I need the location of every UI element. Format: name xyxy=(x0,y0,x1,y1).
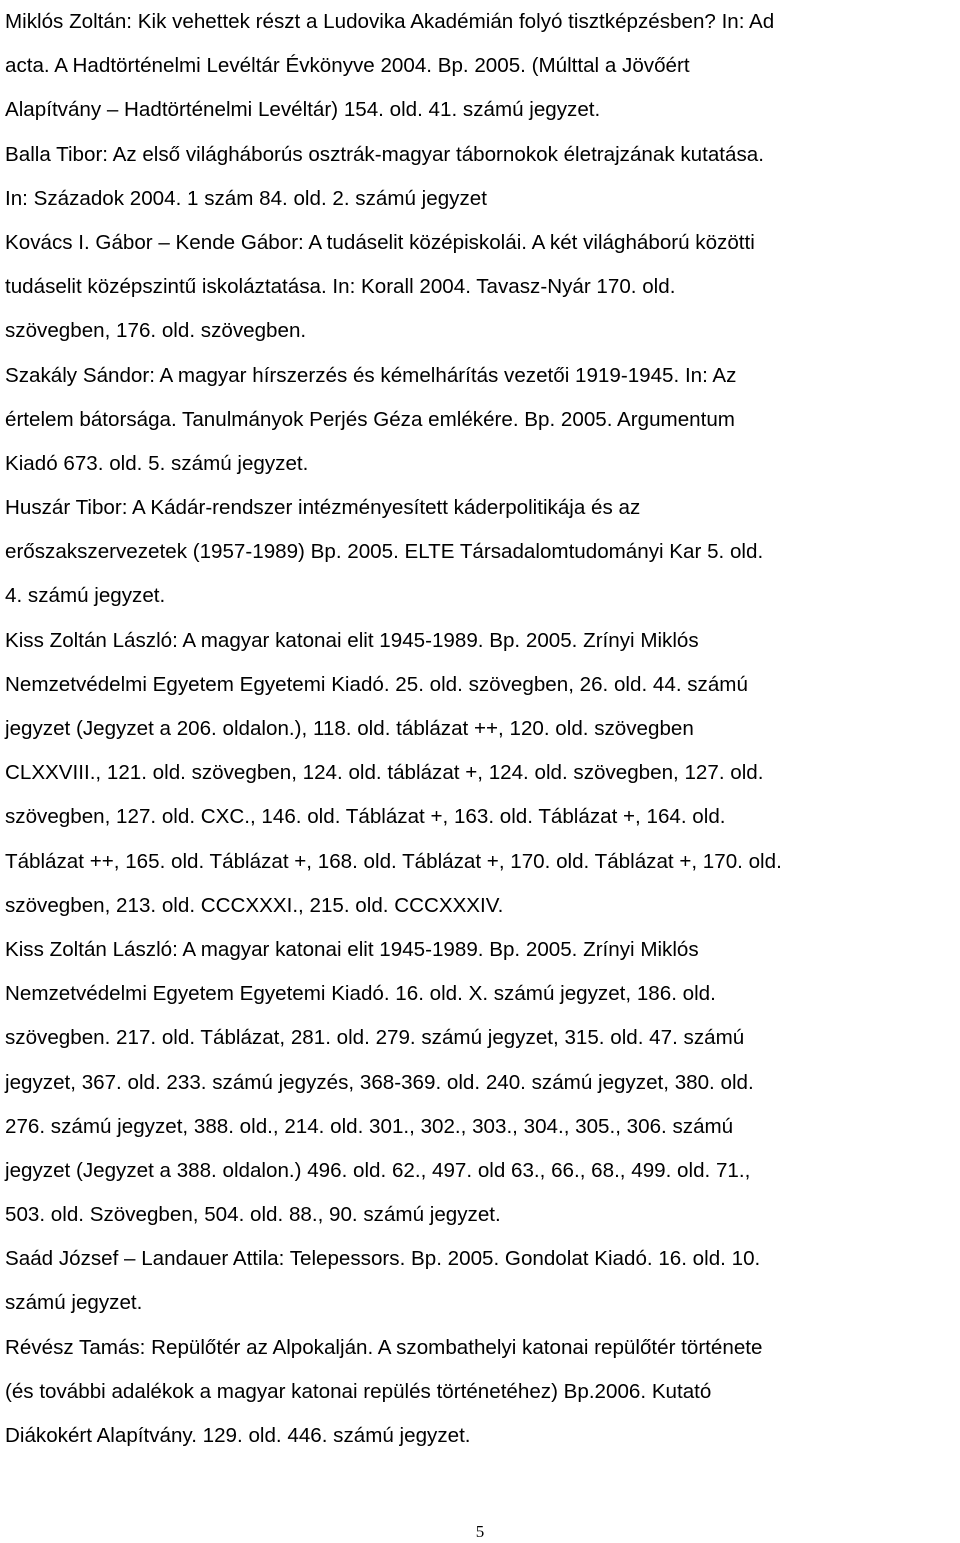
text-line: Saád József – Landauer Attila: Telepessors. Bp. 2005. Gondolat Kiadó. 16. old. 10. xyxy=(5,1247,761,1271)
text-line: Alapítvány – Hadtörténelmi Levéltár) 154. old. 41. számú jegyzet. xyxy=(5,98,601,122)
text-line: Diákokért Alapítvány. 129. old. 446. számú jegyzet. xyxy=(5,1424,471,1447)
text-line: In: Századok 2004. 1 szám 84. old. 2. számú jegyzet xyxy=(5,186,487,210)
bibliography-text xyxy=(5,0,957,1458)
text-line: Táblázat ++, 165. old. Táblázat +, 168. old. Táblázat +, 170. old. Táblázat +, 170. old. xyxy=(5,849,782,873)
text-line: Miklós Zoltán: Kik vehettek részt a Ludovika Akadémián folyó tisztképzésben? In: Ad xyxy=(5,10,775,33)
text-line: szövegben, 127. old. CXC., 146. old. Táblázat +, 163. old. Táblázat +, 164. old. xyxy=(5,805,726,829)
text-line: szövegben. 217. old. Táblázat, 281. old. 279. számú jegyzet, 315. old. 47. számú xyxy=(5,1026,745,1050)
text-line: Szakály Sándor: A magyar hírszerzés és kémelhárítás vezetői 1919-1945. In: Az xyxy=(5,363,737,387)
text-line: jegyzet, 367. old. 233. számú jegyzés, 368-369. old. 240. számú jegyzet, 380. old. xyxy=(5,1070,754,1094)
text-line: szövegben, 213. old. CCCXXXI., 215. old. CCCXXXIV. xyxy=(5,893,504,917)
text-line: Kiss Zoltán László: A magyar katonai elit 1945-1989. Bp. 2005. Zrínyi Miklós xyxy=(5,628,699,652)
text-line: 276. számú jegyzet, 388. old., 214. old. 301., 302., 303., 304., 305., 306. számú xyxy=(5,1114,734,1138)
text-line: CLXXVIII., 121. old. szövegben, 124. old. táblázat +, 124. old. szövegben, 127. old. xyxy=(5,761,764,785)
text-line: (és további adalékok a magyar katonai repülés történetéhez) Bp.2006. Kutató xyxy=(5,1379,712,1403)
text-line: acta. A Hadtörténelmi Levéltár Évkönyve 2004. Bp. 2005. (Múlttal a Jövőért xyxy=(5,54,690,78)
text-line: számú jegyzet. xyxy=(5,1291,143,1315)
text-line: 4. számú jegyzet. xyxy=(5,584,166,608)
text-line: Huszár Tibor: A Kádár-rendszer intézményesített káderpolitikája és az xyxy=(5,496,641,520)
text-line: Balla Tibor: Az első világháborús osztrák-magyar tábornokok életrajzának kutatása. xyxy=(5,142,764,166)
text-line: szövegben, 176. old. szövegben. xyxy=(5,319,307,343)
text-line: 503. old. Szövegben, 504. old. 88., 90. számú jegyzet. xyxy=(5,1203,501,1227)
text-line: Nemzetvédelmi Egyetem Egyetemi Kiadó. 25. old. szövegben, 26. old. 44. számú xyxy=(5,672,748,696)
text-line: Kovács I. Gábor – Kende Gábor: A tudáselit középiskolái. A két világháború közötti xyxy=(5,230,755,254)
text-line: értelem bátorsága. Tanulmányok Perjés Géza emlékére. Bp. 2005. Argumentum xyxy=(5,407,735,431)
text-line: Révész Tamás: Repülőtér az Alpokalján. A szombathelyi katonai repülőtér története xyxy=(5,1335,763,1359)
text-line: erőszakszervezetek (1957-1989) Bp. 2005. ELTE Társadalomtudományi Kar 5. old. xyxy=(5,540,764,564)
text-line: Kiadó 673. old. 5. számú jegyzet. xyxy=(5,451,309,475)
page-number: 5 xyxy=(475,1522,485,1541)
text-line: jegyzet (Jegyzet a 388. oldalon.) 496. old. 62., 497. old 63., 66., 68., 499. old. 71., xyxy=(5,1158,751,1182)
text-line: Nemzetvédelmi Egyetem Egyetemi Kiadó. 16. old. X. számú jegyzet, 186. old. xyxy=(5,982,716,1006)
text-line: jegyzet (Jegyzet a 206. oldalon.), 118. old. táblázat ++, 120. old. szövegben xyxy=(5,717,694,740)
text-line: Kiss Zoltán László: A magyar katonai elit 1945-1989. Bp. 2005. Zrínyi Miklós xyxy=(5,937,699,961)
text-line: tudáselit középszintű iskoláztatása. In: Korall 2004. Tavasz-Nyár 170. old. xyxy=(5,275,676,299)
